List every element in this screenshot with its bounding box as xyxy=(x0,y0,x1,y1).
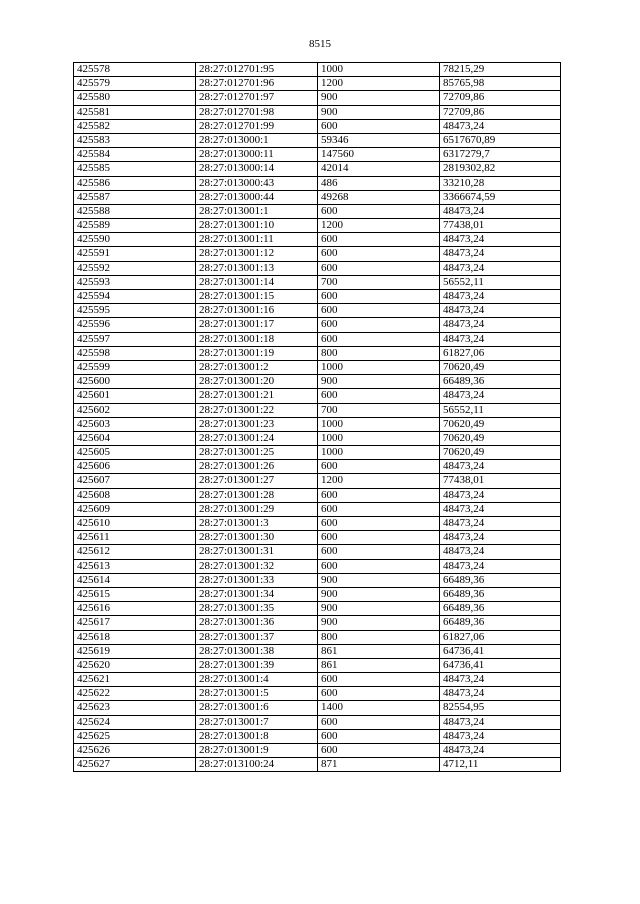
table-row xyxy=(74,190,561,204)
value-cell: 48473,24 xyxy=(440,204,561,218)
row-number-cell: 425603 xyxy=(74,417,196,431)
value-cell: 48473,24 xyxy=(440,517,561,531)
value-cell: 48473,24 xyxy=(440,318,561,332)
area-cell: 600 xyxy=(318,744,440,758)
table-row xyxy=(74,318,561,332)
row-number-cell: 425624 xyxy=(74,715,196,729)
cadastral-number-cell: 28:27:013000:1 xyxy=(196,133,318,147)
row-number-cell: 425627 xyxy=(74,758,196,772)
row-number-cell: 425614 xyxy=(74,573,196,587)
cadastral-number-cell: 28:27:012701:95 xyxy=(196,63,318,77)
cadastral-number-cell: 28:27:013001:16 xyxy=(196,304,318,318)
table-row xyxy=(74,474,561,488)
cadastral-number-cell: 28:27:013001:31 xyxy=(196,545,318,559)
value-cell: 48473,24 xyxy=(440,460,561,474)
table-row xyxy=(74,616,561,630)
row-number-cell: 425620 xyxy=(74,658,196,672)
area-cell: 700 xyxy=(318,275,440,289)
table-row xyxy=(74,204,561,218)
row-number-cell: 425585 xyxy=(74,162,196,176)
value-cell: 70620,49 xyxy=(440,360,561,374)
cadastral-number-cell: 28:27:013001:36 xyxy=(196,616,318,630)
area-cell: 600 xyxy=(318,119,440,133)
table-row xyxy=(74,233,561,247)
row-number-cell: 425596 xyxy=(74,318,196,332)
row-number-cell: 425621 xyxy=(74,673,196,687)
cadastral-number-cell: 28:27:013000:11 xyxy=(196,148,318,162)
cadastral-number-cell: 28:27:013001:28 xyxy=(196,488,318,502)
cadastral-number-cell: 28:27:013001:2 xyxy=(196,360,318,374)
cadastral-number-cell: 28:27:013001:32 xyxy=(196,559,318,573)
value-cell: 70620,49 xyxy=(440,417,561,431)
value-cell: 4712,11 xyxy=(440,758,561,772)
row-number-cell: 425618 xyxy=(74,630,196,644)
area-cell: 600 xyxy=(318,715,440,729)
area-cell: 1000 xyxy=(318,417,440,431)
row-number-cell: 425593 xyxy=(74,275,196,289)
cadastral-number-cell: 28:27:013001:39 xyxy=(196,658,318,672)
area-cell: 600 xyxy=(318,460,440,474)
table-row xyxy=(74,446,561,460)
value-cell: 61827,06 xyxy=(440,346,561,360)
table-row xyxy=(74,375,561,389)
table-row xyxy=(74,545,561,559)
area-cell: 600 xyxy=(318,290,440,304)
table-row xyxy=(74,630,561,644)
row-number-cell: 425616 xyxy=(74,602,196,616)
row-number-cell: 425578 xyxy=(74,63,196,77)
table-row xyxy=(74,431,561,445)
table-row xyxy=(74,417,561,431)
row-number-cell: 425617 xyxy=(74,616,196,630)
cadastral-number-cell: 28:27:013000:43 xyxy=(196,176,318,190)
cadastral-number-cell: 28:27:013001:23 xyxy=(196,417,318,431)
row-number-cell: 425619 xyxy=(74,644,196,658)
cadastral-number-cell: 28:27:013001:25 xyxy=(196,446,318,460)
value-cell: 33210,28 xyxy=(440,176,561,190)
table-row xyxy=(74,91,561,105)
area-cell: 600 xyxy=(318,673,440,687)
table-row xyxy=(74,602,561,616)
row-number-cell: 425594 xyxy=(74,290,196,304)
cadastral-number-cell: 28:27:013001:21 xyxy=(196,389,318,403)
value-cell: 48473,24 xyxy=(440,304,561,318)
table-body xyxy=(74,63,561,772)
table-row xyxy=(74,729,561,743)
table-row xyxy=(74,176,561,190)
row-number-cell: 425580 xyxy=(74,91,196,105)
value-cell: 48473,24 xyxy=(440,729,561,743)
value-cell: 72709,86 xyxy=(440,105,561,119)
row-number-cell: 425604 xyxy=(74,431,196,445)
table-row xyxy=(74,502,561,516)
cadastral-number-cell: 28:27:013001:11 xyxy=(196,233,318,247)
row-number-cell: 425588 xyxy=(74,204,196,218)
value-cell: 66489,36 xyxy=(440,587,561,601)
cadastral-number-cell: 28:27:013001:7 xyxy=(196,715,318,729)
area-cell: 800 xyxy=(318,630,440,644)
table-row xyxy=(74,290,561,304)
table-row xyxy=(74,573,561,587)
area-cell: 600 xyxy=(318,729,440,743)
cadastral-number-cell: 28:27:013001:12 xyxy=(196,247,318,261)
cadastral-number-cell: 28:27:013001:9 xyxy=(196,744,318,758)
area-cell: 600 xyxy=(318,247,440,261)
value-cell: 66489,36 xyxy=(440,602,561,616)
row-number-cell: 425592 xyxy=(74,261,196,275)
table-row xyxy=(74,488,561,502)
value-cell: 77438,01 xyxy=(440,219,561,233)
row-number-cell: 425605 xyxy=(74,446,196,460)
area-cell: 1200 xyxy=(318,474,440,488)
cadastral-number-cell: 28:27:013001:10 xyxy=(196,219,318,233)
table-row xyxy=(74,148,561,162)
cadastral-number-cell: 28:27:013001:27 xyxy=(196,474,318,488)
value-cell: 48473,24 xyxy=(440,545,561,559)
table-row xyxy=(74,758,561,772)
cadastral-number-cell: 28:27:013001:18 xyxy=(196,332,318,346)
table-row xyxy=(74,332,561,346)
area-cell: 49268 xyxy=(318,190,440,204)
table-row xyxy=(74,346,561,360)
table-row xyxy=(74,133,561,147)
table-row xyxy=(74,644,561,658)
cadastral-number-cell: 28:27:013001:4 xyxy=(196,673,318,687)
area-cell: 900 xyxy=(318,573,440,587)
cadastral-number-cell: 28:27:013001:14 xyxy=(196,275,318,289)
area-cell: 600 xyxy=(318,502,440,516)
cadastral-number-cell: 28:27:012701:99 xyxy=(196,119,318,133)
value-cell: 72709,86 xyxy=(440,91,561,105)
area-cell: 42014 xyxy=(318,162,440,176)
value-cell: 6517670,89 xyxy=(440,133,561,147)
row-number-cell: 425582 xyxy=(74,119,196,133)
cadastral-number-cell: 28:27:013001:35 xyxy=(196,602,318,616)
value-cell: 66489,36 xyxy=(440,616,561,630)
area-cell: 1000 xyxy=(318,446,440,460)
value-cell: 64736,41 xyxy=(440,658,561,672)
table-row xyxy=(74,517,561,531)
table-row xyxy=(74,77,561,91)
cadastral-number-cell: 28:27:013001:33 xyxy=(196,573,318,587)
area-cell: 1000 xyxy=(318,63,440,77)
cadastral-number-cell: 28:27:013000:14 xyxy=(196,162,318,176)
area-cell: 600 xyxy=(318,304,440,318)
page-number: 8515 xyxy=(309,38,331,50)
row-number-cell: 425599 xyxy=(74,360,196,374)
area-cell: 600 xyxy=(318,545,440,559)
row-number-cell: 425583 xyxy=(74,133,196,147)
area-cell: 1200 xyxy=(318,77,440,91)
value-cell: 85765,98 xyxy=(440,77,561,91)
cadastral-number-cell: 28:27:013001:20 xyxy=(196,375,318,389)
row-number-cell: 425608 xyxy=(74,488,196,502)
table-row xyxy=(74,658,561,672)
cadastral-number-cell: 28:27:013001:37 xyxy=(196,630,318,644)
row-number-cell: 425606 xyxy=(74,460,196,474)
table-row xyxy=(74,460,561,474)
table-row xyxy=(74,687,561,701)
area-cell: 861 xyxy=(318,658,440,672)
area-cell: 1200 xyxy=(318,219,440,233)
area-cell: 600 xyxy=(318,261,440,275)
row-number-cell: 425586 xyxy=(74,176,196,190)
cadastral-number-cell: 28:27:013000:44 xyxy=(196,190,318,204)
area-cell: 861 xyxy=(318,644,440,658)
value-cell: 78215,29 xyxy=(440,63,561,77)
row-number-cell: 425600 xyxy=(74,375,196,389)
area-cell: 900 xyxy=(318,105,440,119)
cadastral-number-cell: 28:27:013001:34 xyxy=(196,587,318,601)
row-number-cell: 425597 xyxy=(74,332,196,346)
row-number-cell: 425612 xyxy=(74,545,196,559)
area-cell: 1000 xyxy=(318,431,440,445)
row-number-cell: 425625 xyxy=(74,729,196,743)
cadastral-number-cell: 28:27:013001:38 xyxy=(196,644,318,658)
value-cell: 48473,24 xyxy=(440,261,561,275)
value-cell: 48473,24 xyxy=(440,332,561,346)
value-cell: 48473,24 xyxy=(440,119,561,133)
area-cell: 1000 xyxy=(318,360,440,374)
row-number-cell: 425595 xyxy=(74,304,196,318)
cadastral-number-cell: 28:27:013001:1 xyxy=(196,204,318,218)
row-number-cell: 425613 xyxy=(74,559,196,573)
cadastral-number-cell: 28:27:013001:13 xyxy=(196,261,318,275)
area-cell: 600 xyxy=(318,318,440,332)
table-row xyxy=(74,744,561,758)
area-cell: 900 xyxy=(318,375,440,389)
value-cell: 66489,36 xyxy=(440,375,561,389)
row-number-cell: 425609 xyxy=(74,502,196,516)
table-row xyxy=(74,63,561,77)
data-table xyxy=(73,62,561,772)
value-cell: 6317279,7 xyxy=(440,148,561,162)
row-number-cell: 425584 xyxy=(74,148,196,162)
row-number-cell: 425590 xyxy=(74,233,196,247)
row-number-cell: 425589 xyxy=(74,219,196,233)
row-number-cell: 425623 xyxy=(74,701,196,715)
value-cell: 48473,24 xyxy=(440,559,561,573)
row-number-cell: 425610 xyxy=(74,517,196,531)
table-row xyxy=(74,162,561,176)
area-cell: 600 xyxy=(318,488,440,502)
value-cell: 77438,01 xyxy=(440,474,561,488)
value-cell: 2819302,82 xyxy=(440,162,561,176)
row-number-cell: 425611 xyxy=(74,531,196,545)
value-cell: 70620,49 xyxy=(440,431,561,445)
table-row xyxy=(74,389,561,403)
row-number-cell: 425615 xyxy=(74,587,196,601)
row-number-cell: 425598 xyxy=(74,346,196,360)
area-cell: 700 xyxy=(318,403,440,417)
value-cell: 66489,36 xyxy=(440,573,561,587)
area-cell: 600 xyxy=(318,687,440,701)
cadastral-number-cell: 28:27:012701:98 xyxy=(196,105,318,119)
cadastral-number-cell: 28:27:013001:6 xyxy=(196,701,318,715)
cadastral-number-cell: 28:27:013001:5 xyxy=(196,687,318,701)
area-cell: 1400 xyxy=(318,701,440,715)
cadastral-number-cell: 28:27:013001:17 xyxy=(196,318,318,332)
area-cell: 147560 xyxy=(318,148,440,162)
row-number-cell: 425587 xyxy=(74,190,196,204)
table-row xyxy=(74,403,561,417)
table-row xyxy=(74,531,561,545)
area-cell: 600 xyxy=(318,332,440,346)
value-cell: 48473,24 xyxy=(440,502,561,516)
row-number-cell: 425591 xyxy=(74,247,196,261)
area-cell: 800 xyxy=(318,346,440,360)
row-number-cell: 425601 xyxy=(74,389,196,403)
value-cell: 70620,49 xyxy=(440,446,561,460)
cadastral-number-cell: 28:27:013001:15 xyxy=(196,290,318,304)
area-cell: 900 xyxy=(318,587,440,601)
value-cell: 48473,24 xyxy=(440,488,561,502)
value-cell: 3366674,59 xyxy=(440,190,561,204)
cadastral-number-cell: 28:27:013001:26 xyxy=(196,460,318,474)
area-cell: 600 xyxy=(318,531,440,545)
row-number-cell: 425581 xyxy=(74,105,196,119)
row-number-cell: 425622 xyxy=(74,687,196,701)
cadastral-number-cell: 28:27:012701:96 xyxy=(196,77,318,91)
table-row xyxy=(74,105,561,119)
value-cell: 82554,95 xyxy=(440,701,561,715)
value-cell: 48473,24 xyxy=(440,389,561,403)
table-row xyxy=(74,559,561,573)
cadastral-number-cell: 28:27:013001:22 xyxy=(196,403,318,417)
area-cell: 59346 xyxy=(318,133,440,147)
row-number-cell: 425626 xyxy=(74,744,196,758)
row-number-cell: 425579 xyxy=(74,77,196,91)
table-row xyxy=(74,275,561,289)
table-row xyxy=(74,219,561,233)
table-row xyxy=(74,304,561,318)
table-row xyxy=(74,261,561,275)
value-cell: 48473,24 xyxy=(440,247,561,261)
row-number-cell: 425602 xyxy=(74,403,196,417)
area-cell: 900 xyxy=(318,91,440,105)
value-cell: 48473,24 xyxy=(440,715,561,729)
value-cell: 56552,11 xyxy=(440,275,561,289)
table-row xyxy=(74,673,561,687)
table-row xyxy=(74,701,561,715)
area-cell: 486 xyxy=(318,176,440,190)
value-cell: 56552,11 xyxy=(440,403,561,417)
cadastral-number-cell: 28:27:013001:8 xyxy=(196,729,318,743)
cadastral-number-cell: 28:27:013001:29 xyxy=(196,502,318,516)
value-cell: 48473,24 xyxy=(440,687,561,701)
row-number-cell: 425607 xyxy=(74,474,196,488)
area-cell: 900 xyxy=(318,602,440,616)
area-cell: 600 xyxy=(318,204,440,218)
area-cell: 600 xyxy=(318,233,440,247)
cadastral-number-cell: 28:27:013001:24 xyxy=(196,431,318,445)
cadastral-number-cell: 28:27:013100:24 xyxy=(196,758,318,772)
table-row xyxy=(74,360,561,374)
area-cell: 600 xyxy=(318,559,440,573)
table-row xyxy=(74,119,561,133)
value-cell: 64736,41 xyxy=(440,644,561,658)
value-cell: 48473,24 xyxy=(440,744,561,758)
cadastral-number-cell: 28:27:013001:30 xyxy=(196,531,318,545)
value-cell: 48473,24 xyxy=(440,531,561,545)
cadastral-number-cell: 28:27:013001:3 xyxy=(196,517,318,531)
area-cell: 900 xyxy=(318,616,440,630)
area-cell: 600 xyxy=(318,389,440,403)
value-cell: 48473,24 xyxy=(440,290,561,304)
value-cell: 48473,24 xyxy=(440,673,561,687)
area-cell: 871 xyxy=(318,758,440,772)
cadastral-number-cell: 28:27:013001:19 xyxy=(196,346,318,360)
area-cell: 600 xyxy=(318,517,440,531)
value-cell: 61827,06 xyxy=(440,630,561,644)
value-cell: 48473,24 xyxy=(440,233,561,247)
table-row xyxy=(74,247,561,261)
table-row xyxy=(74,715,561,729)
table-row xyxy=(74,587,561,601)
cadastral-number-cell: 28:27:012701:97 xyxy=(196,91,318,105)
